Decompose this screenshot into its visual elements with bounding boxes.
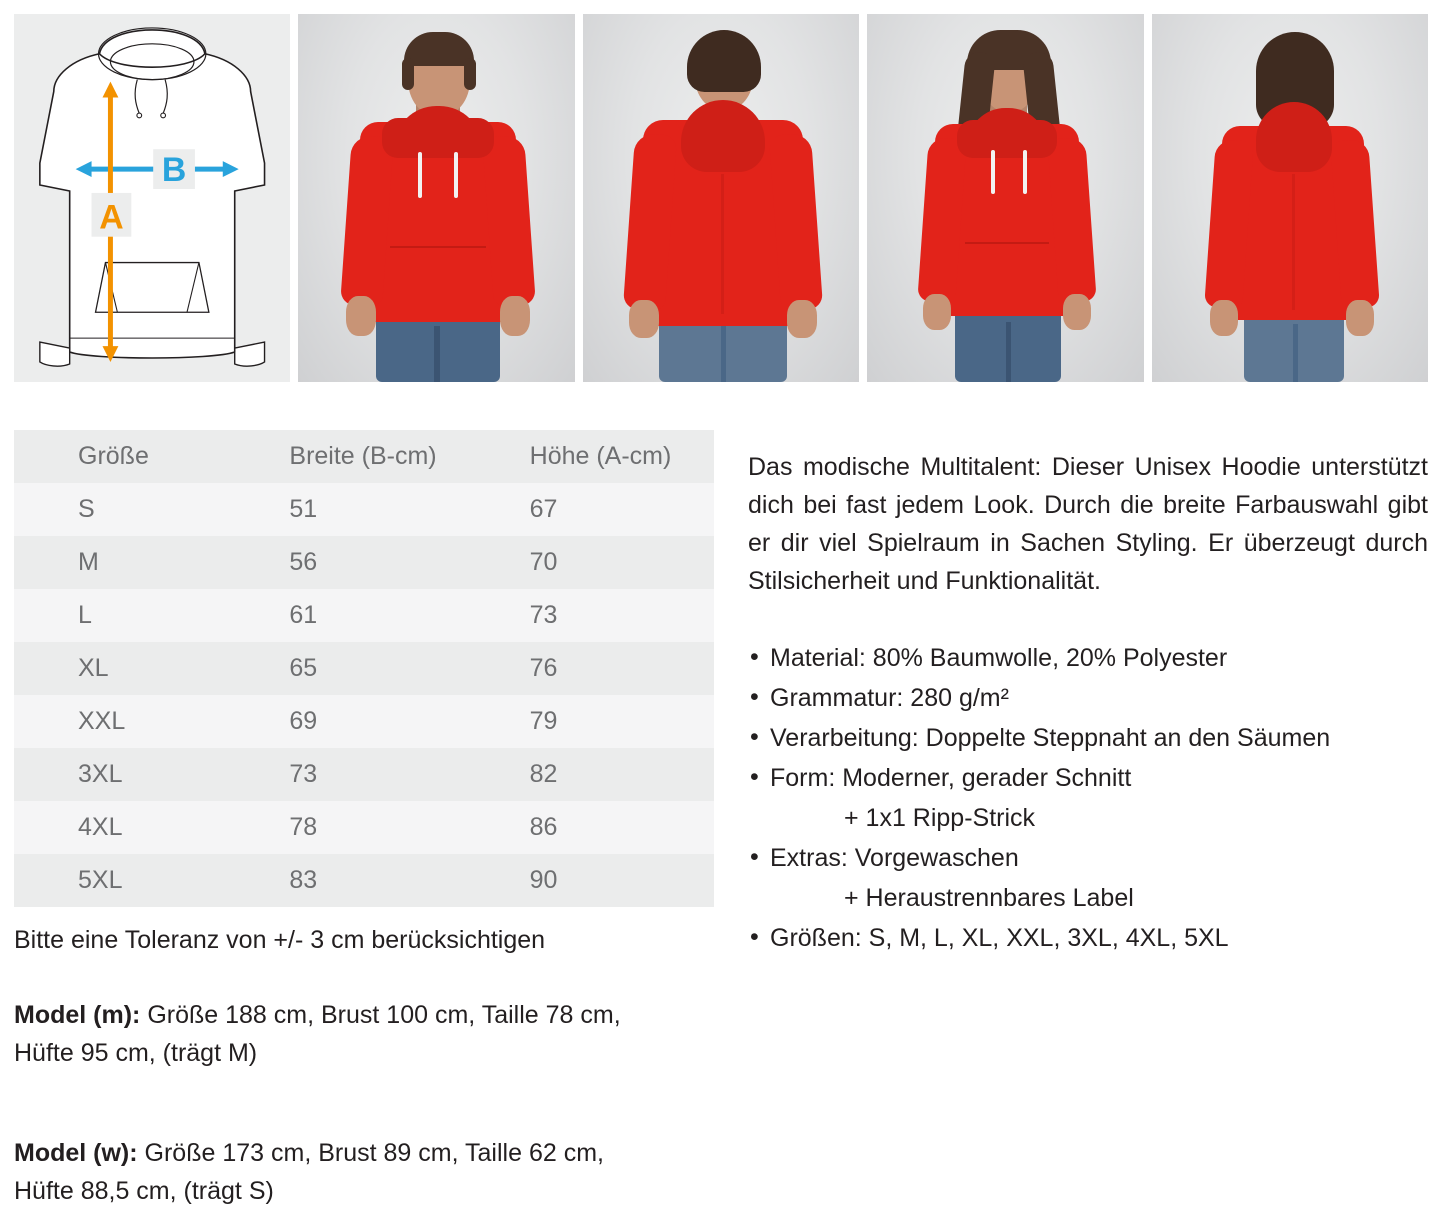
model-male-label: Model (m): (14, 1001, 141, 1029)
table-row (14, 483, 714, 536)
model-female-measurements (14, 1134, 714, 1210)
cell-height: 86 (529, 813, 558, 841)
model-female-line1: Größe 173 cm, Brust 89 cm, Taille 62 cm, (137, 1139, 604, 1167)
cell-width: 61 (289, 601, 318, 629)
model-male-line2: Hüfte 95 cm, (trägt M) (14, 1039, 258, 1067)
spec-item-material: • Material: 80% Baumwolle, 20% Polyester (748, 638, 1428, 678)
cell-height: 67 (529, 495, 558, 523)
spec-item-grammage: • Grammatur: 280 g/m² (748, 678, 1428, 718)
cell-height: 76 (529, 654, 558, 682)
table-row (14, 642, 714, 695)
spec-item-form-detail: + 1x1 Ripp-Strick (844, 804, 1036, 832)
table-row (14, 748, 714, 801)
size-chart-table (14, 430, 714, 907)
spec-item-processing: • Verarbeitung: Doppelte Steppnaht an den Säumen (748, 718, 1428, 758)
cell-height: 73 (529, 601, 558, 629)
cell-width: 78 (289, 813, 318, 841)
spec-item-sizes: • Größen: S, M, L, XL, XXL, 3XL, 4XL, 5XL (748, 918, 1428, 958)
size-chart-header (14, 430, 714, 483)
technical-drawing-panel (14, 14, 290, 382)
table-row (14, 695, 714, 748)
cell-size: 4XL (78, 813, 123, 841)
size-chart-body (14, 483, 714, 907)
spec-item-extras-detail: + Heraustrennbares Label (844, 884, 1134, 912)
cell-width: 65 (289, 654, 318, 682)
cell-size: XXL (78, 707, 126, 735)
cell-size: M (78, 548, 99, 576)
column-header-width: Breite (B-cm) (289, 442, 437, 470)
cell-width: 51 (289, 495, 318, 523)
cell-height: 79 (529, 707, 558, 735)
model-female-label: Model (w): (14, 1139, 138, 1167)
column-header-size: Größe (78, 442, 149, 470)
spec-item-form: • Form: Moderner, gerader Schnitt (748, 758, 1428, 798)
cell-size: 5XL (78, 866, 123, 894)
model-female-front-photo (867, 14, 1143, 382)
table-row (14, 589, 714, 642)
tolerance-note: Bitte eine Toleranz von +/- 3 cm berücksichtigen (14, 926, 546, 954)
cell-size: XL (78, 654, 109, 682)
product-image-gallery (14, 14, 1428, 382)
hoodie-technical-drawing (14, 14, 290, 380)
cell-width: 69 (289, 707, 318, 735)
dimension-a-label: A (99, 198, 124, 237)
cell-size: L (78, 601, 92, 629)
spec-item-extras: • Extras: Vorgewaschen (748, 838, 1428, 878)
table-row (14, 801, 714, 854)
model-female-line2: Hüfte 88,5 cm, (trägt S) (14, 1177, 274, 1205)
product-info-column (748, 448, 1428, 958)
cell-height: 70 (529, 548, 558, 576)
table-header-row (14, 430, 714, 483)
product-description: Das modische Multitalent: Dieser Unisex Hoodie unterstützt dich bei fast jedem Look. Durch die breite Farbauswahl gibt er dir viel Spielraum in Sachen Styling. Er überzeugt durch Stilsicherheit und Funktionalität. (748, 453, 1428, 595)
cell-width: 73 (289, 760, 318, 788)
model-male-measurements (14, 996, 714, 1072)
cell-width: 83 (289, 866, 318, 894)
column-header-height: Höhe (A-cm) (529, 442, 672, 470)
model-female-back-photo (1152, 14, 1428, 382)
table-row (14, 536, 714, 589)
product-spec-list (748, 638, 1428, 958)
cell-height: 90 (529, 866, 558, 894)
dimension-b-label: B (161, 151, 187, 190)
model-male-line1: Größe 188 cm, Brust 100 cm, Taille 78 cm, (140, 1001, 621, 1029)
cell-width: 56 (289, 548, 318, 576)
cell-height: 82 (529, 760, 558, 788)
model-male-front-photo (298, 14, 574, 382)
cell-size: S (78, 495, 95, 523)
model-male-back-photo (583, 14, 859, 382)
cell-size: 3XL (78, 760, 123, 788)
table-row (14, 854, 714, 907)
